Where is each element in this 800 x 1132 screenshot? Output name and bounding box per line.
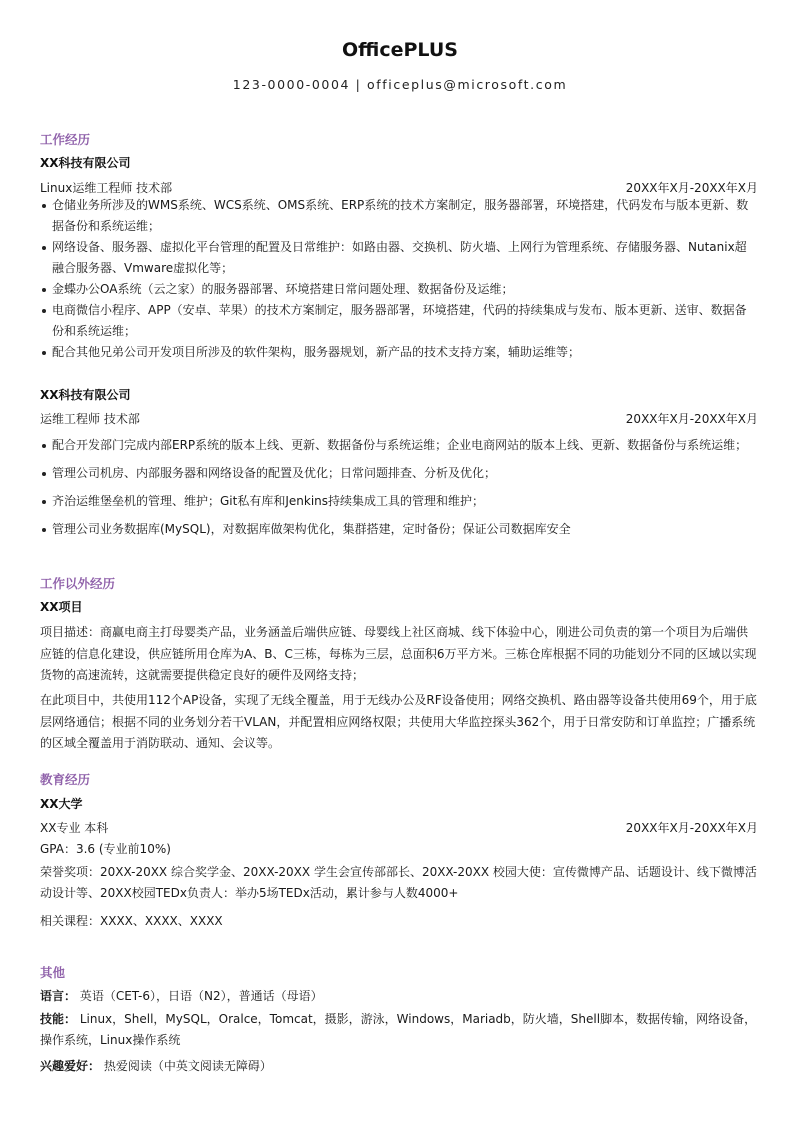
bullet-item: 网络设备、服务器、虚拟化平台管理的配置及日常维护：如路由器、交换机、防火墙、上网行为管理系统、存储服务器、Nutanix超融合服务器、Vmware虚拟化等； [40, 237, 758, 279]
project-name: XX项目 [40, 600, 83, 614]
candidate-name: OfficePLUS [342, 39, 458, 61]
contact-info: 123-0000-0004 | officeplus@microsoft.com [232, 77, 568, 92]
bullet-item: 配合开发部门完成内部ERP系统的版本上线、更新、数据备份与系统运维；企业电商网站的版本上线、更新、数据备份与系统运维； [40, 435, 758, 456]
honors: 荣誉奖项：20XX-20XX 综合奖学金、20XX-20XX 学生会宣传部部长、20XX-20XX 校园大使：宣传微博产品、话题设计、线下微博活动设计等、20XX校园TEDx负责人：举办5场TEDx活动，累计参与人数4000+ [40, 865, 757, 900]
project-details: 在此项目中，共使用112个AP设备，实现了无线全覆盖，用于无线办公及RF设备使用；网络交换机、路由器等设备共使用69个，用于底层网络通信；根据不同的业务划分若干VLAN，并配置相应网络权限；共使用大华监控探头362个，用于日常安防和订单监控；广播系统的区域全覆盖用于消防联动、通知、会议等。 [40, 693, 757, 750]
bullet-item: 管理公司机房、内部服务器和网络设备的配置及优化；日常问题排查、分析及优化； [40, 463, 758, 484]
education-row [40, 819, 758, 836]
hobby-label: 兴趣爱好： [40, 1059, 101, 1073]
job-period: 20XX年X月-20XX年X月 [625, 181, 758, 195]
language-value: 英语（CET-6），日语（N2），普通话（母语） [76, 989, 323, 1003]
school-name: XX大学 [40, 797, 83, 811]
courses: 相关课程：XXXX、XXXX、XXXX [40, 914, 223, 928]
hobby-value: 热爱阅读（中英文阅读无障碍） [100, 1059, 272, 1073]
hobby-line [40, 1056, 758, 1077]
major: XX专业 本科 [40, 821, 109, 835]
job-period: 20XX年X月-20XX年X月 [625, 412, 758, 426]
bullet-item: 仓储业务所涉及的WMS系统、WCS系统、OMS系统、ERP系统的技术方案制定，服务器部署，环境搭建，代码发布与版本更新、数据备份和系统运维； [40, 195, 758, 237]
skills-label: 技能： [40, 1012, 77, 1026]
section-title-education: 教育经历 [40, 772, 91, 787]
job-role: Linux运维工程师 技术部 [40, 181, 173, 195]
job-bullets [40, 435, 758, 540]
section-title-work: 工作经历 [40, 132, 91, 147]
section-title-extra: 工作以外经历 [40, 576, 116, 591]
project-description: 项目描述：商赢电商主打母婴类产品，业务涵盖后端供应链、母婴线上社区商城、线下体验中心，刚进公司负责的第一个项目为后端供应链的信息化建设，供应链所用仓库为A、B、C三栋，每栋为三层，总面积6万平方米。三栋仓库根据不同的功能划分不同的区域以实现货物的高速流转，这就需要提供稳定良好的硬件及网络支持； [40, 625, 757, 682]
company-name: XX科技有限公司 [40, 156, 131, 170]
bullet-item: 电商微信小程序、APP（安卓、苹果）的技术方案制定，服务器部署，环境搭建，代码的持续集成与发布、版本更新、送审、数据备份和系统运维； [40, 300, 758, 342]
language-line [40, 986, 758, 1007]
bullet-item: 金蝶办公OA系统（云之家）的服务器部署、环境搭建日常问题处理、数据备份及运维； [40, 279, 758, 300]
job-role: 运维工程师 技术部 [40, 412, 140, 426]
company-name: XX科技有限公司 [40, 388, 131, 402]
skills-value: Linux，Shell，MySQL，Oralce，Tomcat，摄影，游泳，Windows，Mariadb，防火墙，Shell脚本，数据传输，网络设备，操作系统，Linux操作系统 [40, 1012, 757, 1047]
language-label: 语言： [40, 989, 77, 1003]
gpa: GPA：3.6 (专业前10%) [40, 842, 171, 856]
section-title-other: 其他 [40, 965, 66, 980]
job-bullets [40, 195, 758, 363]
bullet-item: 管理公司业务数据库(MySQL)，对数据库做架构优化，集群搭建，定时备份；保证公司数据库安全 [40, 519, 758, 540]
bullet-item: 配合其他兄弟公司开发项目所涉及的软件架构，服务器规划，新产品的技术支持方案，辅助运维等； [40, 342, 758, 363]
skills-line [40, 1009, 758, 1051]
education-period: 20XX年X月-20XX年X月 [625, 821, 758, 835]
bullet-item: 齐治运维堡垒机的管理、维护；Git私有库和Jenkins持续集成工具的管理和维护； [40, 491, 758, 512]
job-row [40, 410, 758, 427]
job-row [40, 179, 758, 196]
